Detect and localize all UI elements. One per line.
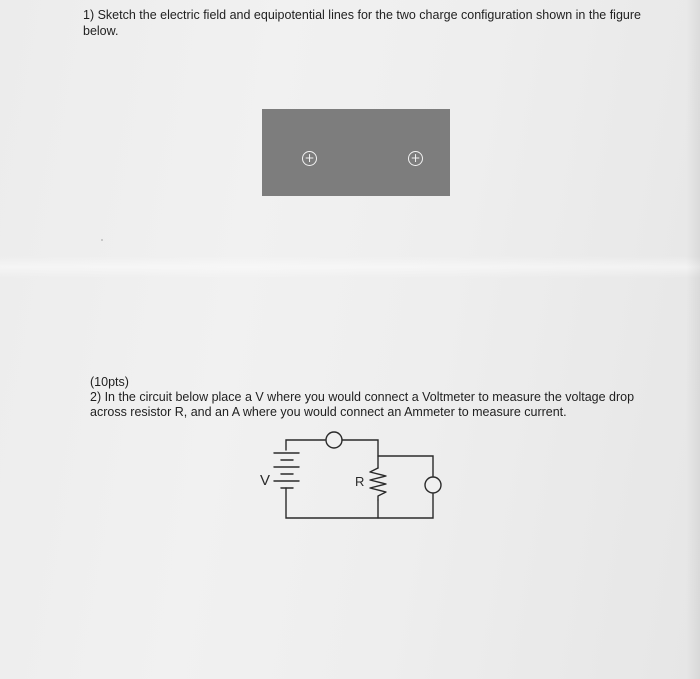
- circuit-bottom-wire: [286, 488, 433, 518]
- question-2-points: (10pts): [90, 375, 129, 389]
- paper-speck: [101, 239, 103, 241]
- source-label-v: V: [260, 472, 271, 489]
- circuit-top-wire: [286, 440, 325, 450]
- paper-edge-shadow: [686, 0, 700, 679]
- question-2-text: 2) In the circuit below place a V where you would connect a Voltmeter to measure the voltage drop across resistor R, and an A where you would connect an Ammeter to measure current.: [90, 390, 635, 419]
- positive-charge-left: +: [302, 151, 317, 166]
- top-terminal: [326, 432, 342, 448]
- circuit-diagram: [250, 428, 450, 528]
- resistor-r: [370, 468, 386, 500]
- question-1-text: 1) Sketch the electric field and equipotential lines for the two charge configuration shown in the figure below.: [83, 8, 641, 38]
- positive-charge-right: +: [408, 151, 423, 166]
- circuit-top-right-wire: [342, 440, 378, 468]
- paper-fold: [0, 256, 700, 278]
- circuit-right-wire: [378, 456, 433, 476]
- right-terminal: [425, 477, 441, 493]
- resistor-label-r: R: [355, 474, 365, 489]
- charge-figure: [262, 109, 450, 196]
